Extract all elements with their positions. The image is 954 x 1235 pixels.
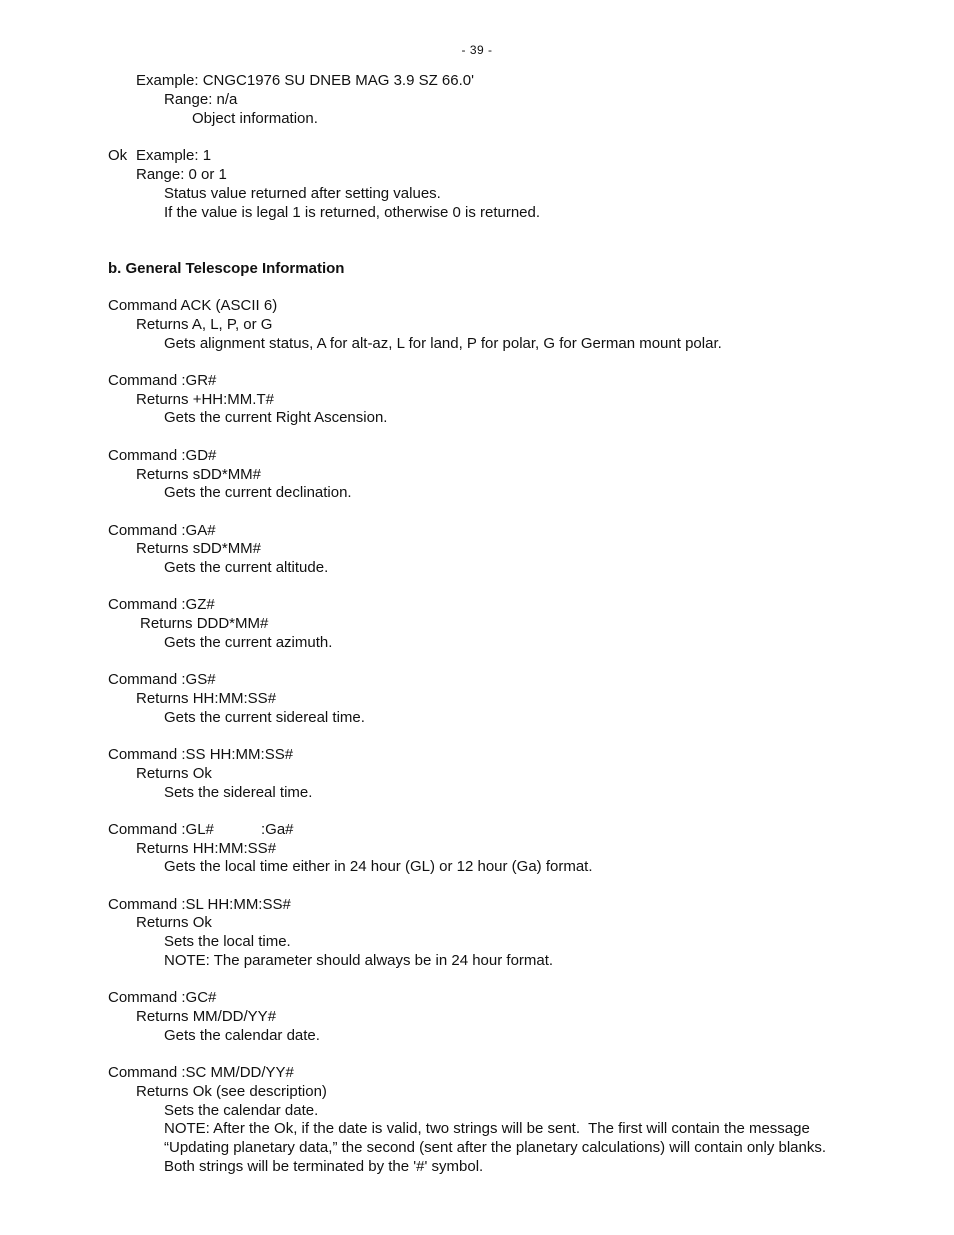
command-gl: Command :GL# <box>108 821 214 838</box>
returns-gc: Returns MM/DD/YY# <box>136 1008 277 1025</box>
note-sc-2: “Updating planetary data,” the second (sent after the planetary calculations) will contain only blanks. <box>164 1139 827 1156</box>
intro-description: Object information. <box>192 110 318 127</box>
intro-range: Range: n/a <box>164 91 238 108</box>
ok-label: Ok <box>108 147 128 164</box>
description-gs: Gets the current sidereal time. <box>164 709 365 726</box>
returns-ack: Returns A, L, P, or G <box>136 316 273 333</box>
description-ack: Gets alignment status, A for alt-az, L for land, P for polar, G for German mount polar. <box>164 335 722 352</box>
returns-sc: Returns Ok (see description) <box>136 1083 327 1100</box>
ok-example: Example: 1 <box>136 147 212 164</box>
ok-description-2: If the value is legal 1 is returned, otherwise 0 is returned. <box>164 204 541 221</box>
intro-example: Example: CNGC1976 SU DNEB MAG 3.9 SZ 66.0' <box>136 72 474 89</box>
command-ss: Command :SS HH:MM:SS# <box>108 746 294 763</box>
section-heading: b. General Telescope Information <box>108 260 345 277</box>
command-sl: Command :SL HH:MM:SS# <box>108 896 291 913</box>
description-ss: Sets the sidereal time. <box>164 784 313 801</box>
ok-description-1: Status value returned after setting values. <box>164 185 441 202</box>
ok-range: Range: 0 or 1 <box>136 166 227 183</box>
command-gs: Command :GS# <box>108 671 216 688</box>
returns-gr: Returns +HH:MM.T# <box>136 391 274 408</box>
command-ack: Command ACK (ASCII 6) <box>108 297 278 314</box>
description-ga: Gets the current altitude. <box>164 559 329 576</box>
command-gz: Command :GZ# <box>108 596 215 613</box>
description-gd: Gets the current declination. <box>164 484 352 501</box>
description-sc: Sets the calendar date. <box>164 1102 319 1119</box>
returns-gs: Returns HH:MM:SS# <box>136 690 277 707</box>
description-sl: Sets the local time. <box>164 933 291 950</box>
returns-gd: Returns sDD*MM# <box>136 466 262 483</box>
note-sc-1: NOTE: After the Ok, if the date is valid, two strings will be sent. The first will contain the message <box>164 1120 810 1137</box>
page-number: - 39 - <box>461 43 493 57</box>
command-gc: Command :GC# <box>108 989 217 1006</box>
description-gl: Gets the local time either in 24 hour (GL) or 12 hour (Ga) format. <box>164 858 593 875</box>
description-gc: Gets the calendar date. <box>164 1027 320 1044</box>
returns-ss: Returns Ok <box>136 765 212 782</box>
returns-gl: Returns HH:MM:SS# <box>136 840 277 857</box>
description-gz: Gets the current azimuth. <box>164 634 333 651</box>
note-sc-3: Both strings will be terminated by the '#' symbol. <box>164 1158 484 1175</box>
description-gr: Gets the current Right Ascension. <box>164 409 388 426</box>
note-sl: NOTE: The parameter should always be in 24 hour format. <box>164 952 554 969</box>
command-ga: Command :GA# <box>108 522 216 539</box>
returns-gz: Returns DDD*MM# <box>140 615 269 632</box>
command-ga-alt: :Ga# <box>261 821 294 838</box>
returns-ga: Returns sDD*MM# <box>136 540 262 557</box>
command-sc: Command :SC MM/DD/YY# <box>108 1064 294 1081</box>
command-gd: Command :GD# <box>108 447 217 464</box>
returns-sl: Returns Ok <box>136 914 212 931</box>
command-gr: Command :GR# <box>108 372 217 389</box>
